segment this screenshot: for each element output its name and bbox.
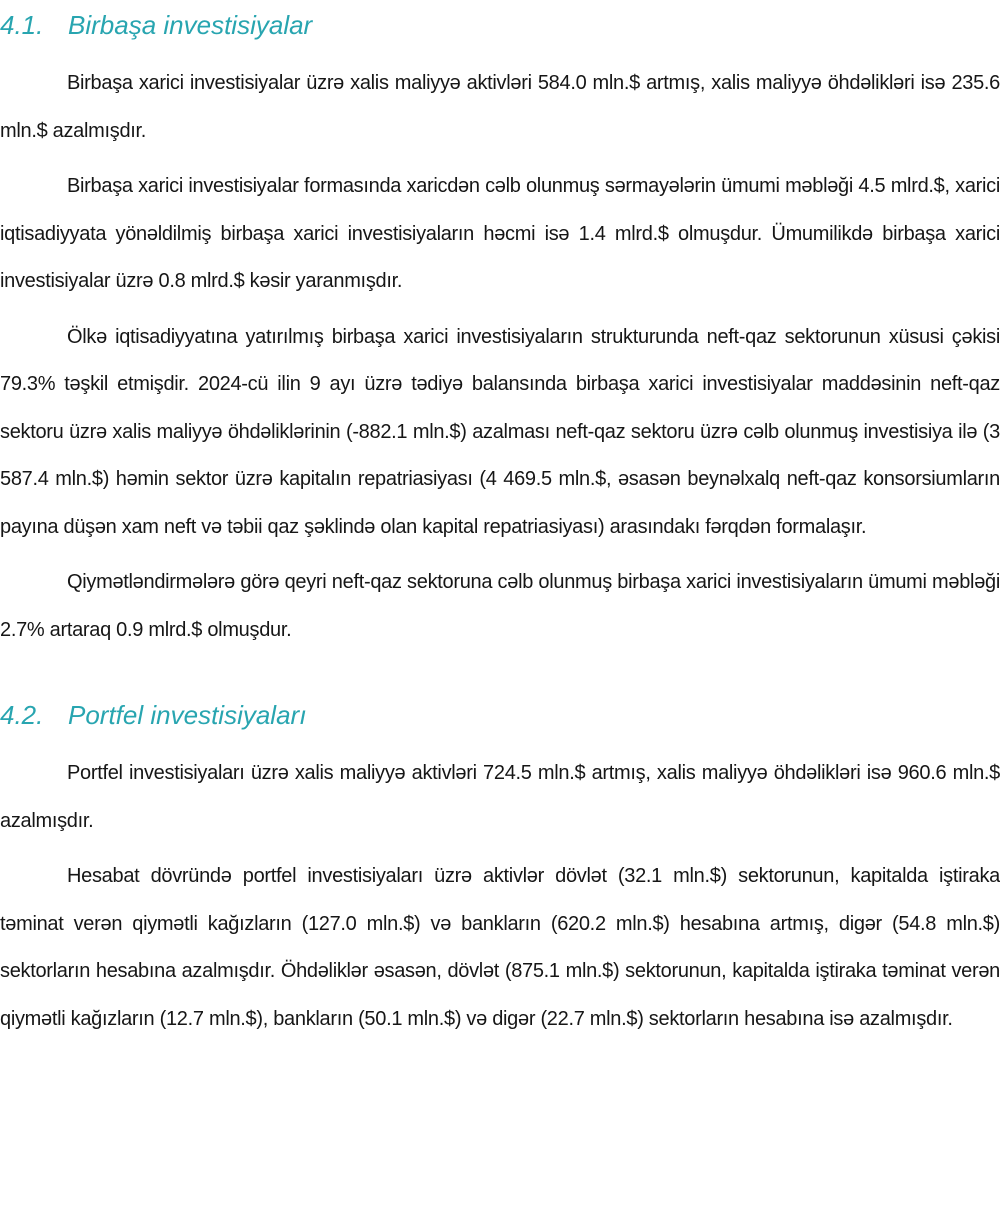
- section: [0, 8, 1000, 654]
- section-title: Birbaşa investisiyalar: [68, 10, 313, 40]
- document-body: [0, 8, 1000, 1043]
- body-paragraph: Portfel investisiyaları üzrə xalis maliyyə aktivləri 724.5 mln.$ artmış, xalis maliyyə öhdəlikləri isə 960.6 mln.$ azalmışdır.: [0, 762, 1000, 832]
- body-paragraph: Hesabat dövründə portfel investisiyaları üzrə aktivlər dövlət (32.1 mln.$) sektorunun, kapitalda iştiraka təminat verən qiymətli kağızların (127.0 mln.$) və bankların (620.2 mln.$) hesabına artmış, digər (54.8 mln.$) sektorların hesabına azalmışdır. Öhdəliklər əsasən, dövlət (875.1 mln.$) sektorunun, kapitalda iştiraka təminat verən qiymətli kağızların (12.7 mln.$), bankların (50.1 mln.$) və digər (22.7 mln.$) sektorların hesabına isə azalmışdır.: [0, 865, 1000, 1030]
- section-title: Portfel investisiyaları: [68, 700, 307, 730]
- body-paragraph: Birbaşa xarici investisiyalar üzrə xalis maliyyə aktivləri 584.0 mln.$ artmış, xalis maliyyə öhdəlikləri isə 235.6 mln.$ azalmışdır.: [0, 72, 1000, 142]
- section-number: 4.1.: [0, 10, 44, 40]
- section-heading: [0, 8, 1000, 42]
- body-paragraph: Qiymətləndirmələrə görə qeyri neft-qaz sektoruna cəlb olunmuş birbaşa xarici investisiyaların ümumi məbləği 2.7% artaraq 0.9 mlrd.$ olmuşdur.: [0, 571, 1000, 641]
- section-number: 4.2.: [0, 700, 44, 730]
- section-heading: [0, 698, 1000, 732]
- section: [0, 698, 1000, 1043]
- body-paragraph: Ölkə iqtisadiyyatına yatırılmış birbaşa xarici investisiyaların strukturunda neft-qaz sektorunun xüsusi çəkisi 79.3% təşkil etmişdir. 2024-cü ilin 9 ayı üzrə tədiyə balansında birbaşa xarici investisiyalar maddəsinin neft-qaz sektoru üzrə xalis maliyyə öhdəliklərinin (-882.1 mln.$) azalması neft-qaz sektoru üzrə cəlb olunmuş investisiya ilə (3 587.4 mln.$) həmin sektor üzrə kapitalın repatriasiyası (4 469.5 mln.$, əsasən beynəlxalq neft-qaz konsorsiumların payına düşən xam neft və təbii qaz şəklində olan kapital repatriasiyası) arasındakı fərqdən formalaşır.: [0, 325, 1000, 538]
- body-paragraph: Birbaşa xarici investisiyalar formasında xaricdən cəlb olunmuş sərmayələrin ümumi məbləği 4.5 mlrd.$, xarici iqtisadiyyata yönəldilmiş birbaşa xarici investisiyaların həcmi isə 1.4 mlrd.$ olmuşdur. Ümumilikdə birbaşa xarici investisiyalar üzrə 0.8 mlrd.$ kəsir yaranmışdır.: [0, 175, 1000, 292]
